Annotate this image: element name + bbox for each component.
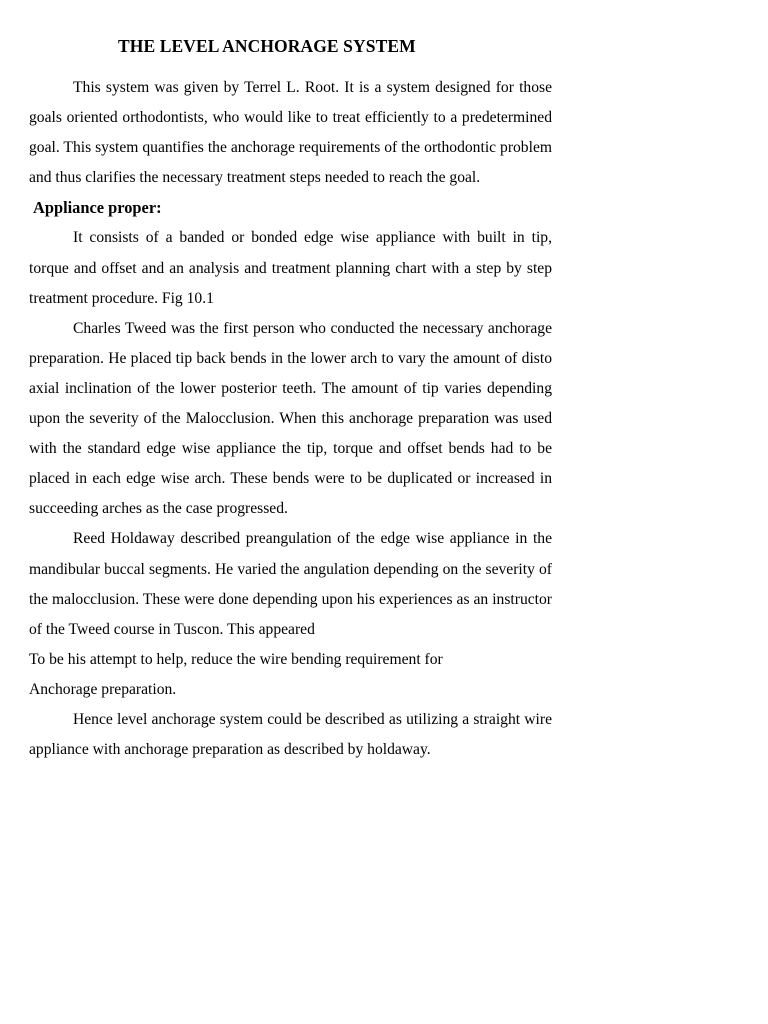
tweed-paragraph: Charles Tweed was the first person who conducted the necessary anchorage preparation. He placed tip back bends in the lower arch to vary the amount of disto axial inclination of the lower posterior teeth. The amount of tip varies depending upon the severity of the Malocclusion. When this anchorage preparation was used with the standard edge wise appliance the tip, torque and offset bends had to be placed in each edge wise arch. These bends were to be duplicated or increased in succeeding arches as the case progressed. — [29, 319, 552, 518]
intro-paragraph: This system was given by Terrel L. Root. It is a system designed for those goals oriented orthodontists, who would like to treat efficiently to a predetermined goal. This system quantifies the anchorage requirements of the orthodontic problem and thus clarifies the necessary treatment steps needed to reach the goal. — [29, 79, 552, 187]
holdaway-paragraph: Reed Holdaway described preangulation of the edge wise appliance in the mandibular buccal segments. He varied the angulation depending on the severity of the malocclusion. These were done depending upon his experiences as an instructor of the Tweed course in Tuscon. This appeared — [29, 530, 552, 638]
appliance-paragraph: It consists of a banded or bonded edge wise appliance with built in tip, torque and offset and an analysis and treatment planning chart with a step by step treatment procedure. Fig 10.1 — [29, 229, 552, 307]
conclusion-paragraph: Hence level anchorage system could be described as utilizing a straight wire appliance with anchorage preparation as described by holdaway. — [29, 710, 552, 759]
document-body — [29, 73, 552, 765]
attempt-line: To be his attempt to help, reduce the wire bending requirement for — [29, 650, 443, 668]
document-title: THE LEVEL ANCHORAGE SYSTEM — [118, 36, 416, 56]
section-heading-appliance-proper: Appliance proper: — [33, 198, 162, 218]
anchorage-line: Anchorage preparation. — [29, 680, 177, 698]
